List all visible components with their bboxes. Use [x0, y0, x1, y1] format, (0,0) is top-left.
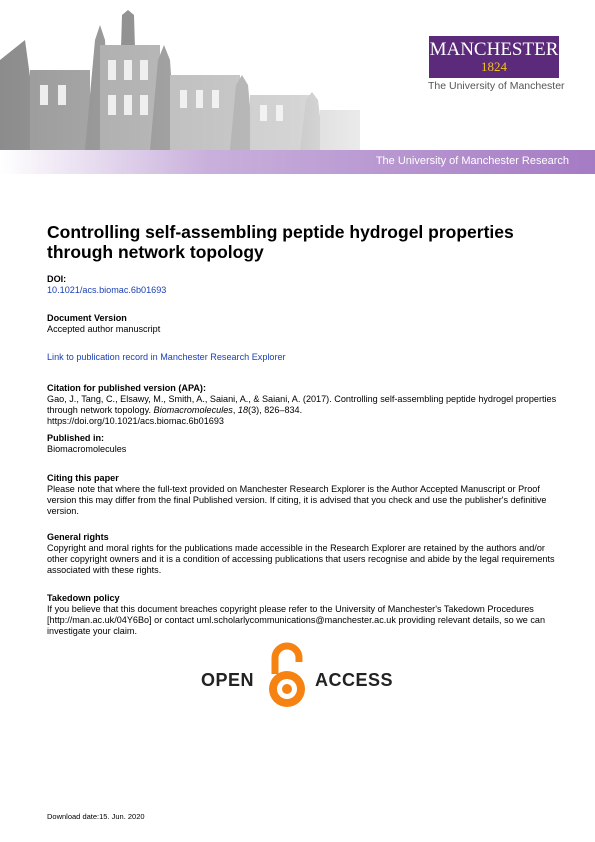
takedown-text: If you believe that this document breaches copyright please refer to the University of Manchester's Takedown Procedures [http://man.ac.uk/04Y6Bo] or contact uml.scholarlycommunications@manchester.ac.uk providing relevant details, so we can investigate your claim. [47, 604, 546, 636]
title-block [47, 222, 557, 262]
record-link-section [47, 352, 562, 363]
document-version-label: Document Version [47, 313, 127, 323]
document-version-value: Accepted author manuscript [47, 324, 161, 334]
logo-year: 1824 [481, 59, 507, 74]
paper-title: Controlling self-assembling peptide hydrogel properties through network topology [47, 222, 514, 262]
citation-text [47, 394, 562, 427]
citation-separator: , [232, 405, 238, 415]
doi-link[interactable]: 10.1021/acs.biomac.6b01693 [47, 285, 167, 295]
access-word: ACCESS [315, 670, 394, 690]
citing-label: Citing this paper [47, 473, 119, 483]
general-rights-label: General rights [47, 532, 109, 542]
takedown-section [47, 593, 562, 637]
citation-label: Citation for published version (APA): [47, 383, 206, 393]
open-word: OPEN [201, 670, 255, 690]
document-version-section [47, 313, 562, 335]
published-in-section [47, 433, 562, 455]
citation-authors: Gao, J., Tang, C., Elsawy, M., Smith, A., Saiani, A., & Saiani, A. (2017). Controlling self-assembling peptide hydrogel properties through network topology. [47, 394, 557, 415]
record-link[interactable]: Link to publication record in Manchester Research Explorer [47, 352, 286, 362]
citation-url[interactable]: https://doi.org/10.1021/acs.biomac.6b01693 [47, 416, 224, 426]
published-in-label: Published in: [47, 433, 105, 443]
open-lock-icon [263, 640, 311, 712]
takedown-label: Takedown policy [47, 593, 120, 603]
citation-pages: (3), 826–834. [248, 405, 303, 415]
citation-journal: Biomacromolecules [153, 405, 233, 415]
open-access-logo [201, 640, 401, 712]
general-rights-section [47, 532, 562, 576]
citing-section [47, 473, 562, 517]
citation-section [47, 383, 562, 427]
university-logo[interactable] [429, 36, 559, 78]
general-rights-text: Copyright and moral rights for the publications made accessible in the Research Explorer are retained by the authors and/or other copyright owners and it is a condition of accessing publications that users recognise and abide by the legal requirements associated with these rights. [47, 543, 555, 575]
citation-volume: 18 [237, 405, 249, 415]
doi-section [47, 274, 562, 296]
logo-subtitle: The University of Manchester [428, 80, 565, 92]
doi-label: DOI: [47, 274, 67, 284]
download-date: Download date:15. Jun. 2020 [47, 812, 145, 821]
band-text: The University of Manchester Research [375, 155, 569, 167]
logo-name: MANCHESTER [429, 39, 559, 60]
published-in-value: Biomacromolecules [47, 444, 127, 454]
citing-text: Please note that where the full-text provided on Manchester Research Explorer is the Author Accepted Manuscript or Proof version this may differ from the final Published version. If citing, it is advised that you check and use the publisher's definitive version. [47, 484, 547, 516]
